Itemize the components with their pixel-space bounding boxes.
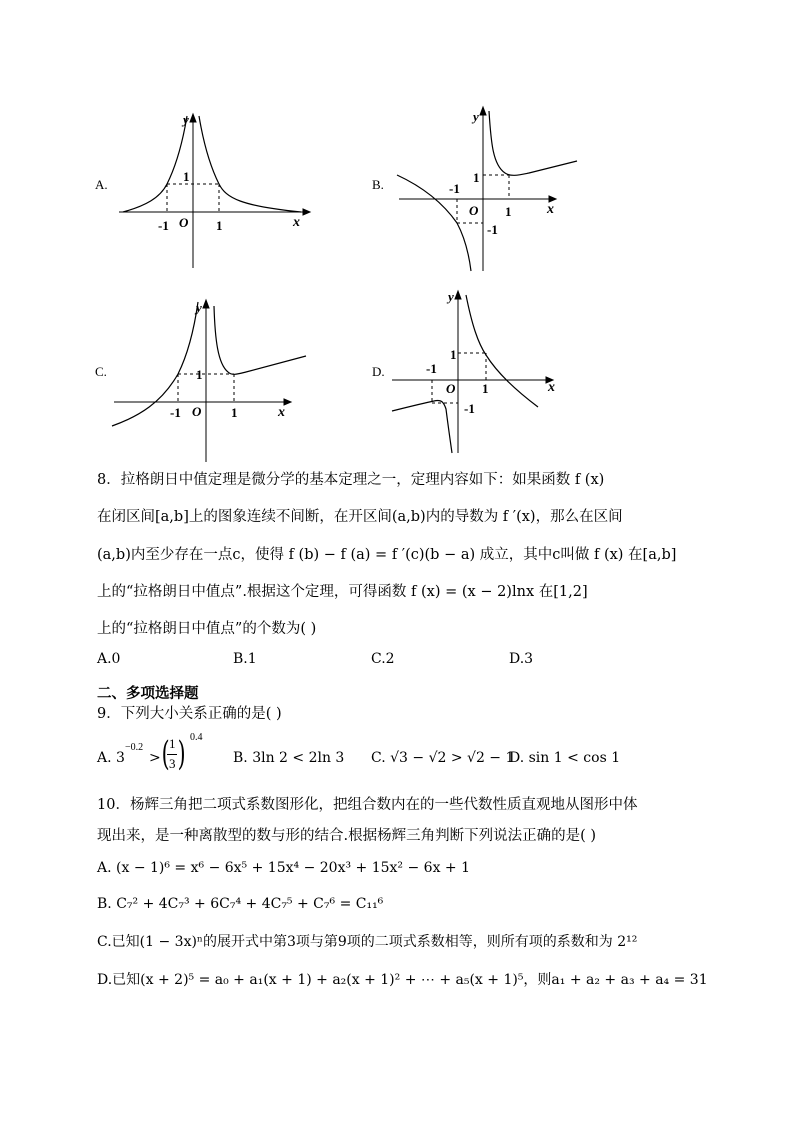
q9-a-base: A. 3 — [97, 750, 125, 766]
graph-b-y-label: y — [473, 109, 479, 124]
q10-line1: 10．杨辉三角把二项式系数图形化，把组合数内在的一些代数性质直观地从图形中体 — [97, 797, 638, 813]
graph-a-y-label: y — [183, 112, 189, 127]
q10-option-a: A. (x − 1)⁶ = x⁶ − 6x⁵ + 15x⁴ − 20x³ + 15x² − 6x + 1 — [97, 860, 470, 876]
graph-d-xtick-neg: -1 — [426, 361, 437, 376]
graph-d-right-branch — [466, 295, 538, 407]
q9-option-a — [97, 732, 232, 782]
q9-a-num: 1 — [169, 736, 176, 751]
q9-a-rparen: ) — [177, 734, 186, 774]
graph-d-xtick-pos: 1 — [482, 381, 489, 396]
graph-c-xtick-pos: 1 — [231, 405, 238, 420]
graph-a-xtick-pos: 1 — [216, 218, 223, 233]
q9-option-d: D. sin 1 < cos 1 — [509, 750, 621, 766]
graph-d-y-label: y — [448, 289, 454, 304]
graph-d-origin: O — [446, 381, 456, 396]
q8-line1: 8．拉格朗日中值定理是微分学的基本定理之一，定理内容如下：如果函数 f (x) — [97, 472, 605, 488]
graph-a — [115, 108, 315, 273]
graph-d-y-arrow — [455, 291, 461, 299]
graph-a-y-arrow — [190, 114, 196, 122]
graph-c-origin: O — [192, 404, 202, 419]
q10-option-c: C.已知(1 − 3x)ⁿ的展开式中第3项与第9项的二项式系数相等，则所有项的系数和为 2¹² — [97, 934, 638, 950]
q9-a-exponent: −0.2 — [125, 742, 144, 753]
graph-a-left-branch — [123, 116, 187, 212]
q8-option-b: B.1 — [233, 651, 257, 667]
graph-b-y-arrow — [480, 107, 486, 115]
graph-c-y-arrow — [203, 300, 209, 308]
graph-d — [388, 285, 568, 460]
q8-option-c: C.2 — [371, 651, 395, 667]
graph-b-xtick-pos: 1 — [505, 204, 512, 219]
q9-a-frac-bar — [167, 754, 177, 755]
q9-a-gt: > — [149, 750, 161, 766]
graph-c-xtick-neg: -1 — [170, 405, 181, 420]
graph-b-x-label: x — [547, 202, 554, 217]
graph-c-right-branch — [214, 306, 306, 374]
q8-option-a: A.0 — [97, 651, 121, 667]
graph-a-label: A. — [95, 177, 108, 192]
section-title: 二、多项选择题 — [97, 685, 199, 702]
q8-line5: 上的“拉格朗日中值点”的个数为( ) — [97, 621, 317, 637]
q9-a-power: 0.4 — [190, 732, 203, 743]
graph-a-origin: O — [179, 215, 189, 230]
graph-b-label: B. — [372, 177, 384, 192]
q10-line2: 现出来，是一种离散型的数与形的结合.根据杨辉三角判断下列说法正确的是( ) — [97, 828, 597, 844]
q10-option-b: B. C₇² + 4C₇³ + 6C₇⁴ + 4C₇⁵ + C₇⁶ = C₁₁⁶ — [97, 896, 384, 912]
graph-c-x-arrow — [284, 399, 291, 405]
graph-a-x-arrow — [303, 209, 310, 215]
graph-b — [393, 103, 583, 273]
graph-c-label: C. — [95, 364, 107, 379]
graph-a-right-branch — [199, 116, 301, 212]
q9-option-c: C. √3 − √2 > √2 − 1 — [371, 750, 515, 766]
q9-a-den: 3 — [169, 756, 176, 771]
graph-d-x-label: x — [548, 380, 555, 395]
graph-b-ytick-neg: -1 — [487, 222, 498, 237]
graph-a-xtick-neg: -1 — [158, 218, 169, 233]
graph-d-left-branch — [392, 400, 452, 453]
q9-option-b: B. 3ln 2 < 2ln 3 — [233, 750, 345, 766]
graph-d-ytick-pos: 1 — [450, 347, 457, 362]
graph-c-x-label: x — [278, 405, 285, 420]
graph-b-ytick-pos: 1 — [473, 170, 480, 185]
graph-a-ytick: 1 — [183, 169, 190, 184]
q8-line3: (a,b)内至少存在一点c，使得 f (b) − f (a) = f ′(c)(b − a) 成立，其中c叫做 f (x) 在[a,b] — [97, 547, 677, 563]
graph-d-label: D. — [372, 364, 385, 379]
graph-b-origin: O — [469, 203, 479, 218]
graph-a-x-label: x — [293, 215, 300, 230]
q8-line4: 上的“拉格朗日中值点”.根据这个定理，可得函数 f (x) = (x − 2)lnx 在[1,2] — [97, 584, 588, 600]
graph-b-right-branch — [489, 111, 577, 175]
graph-c-ytick: 1 — [196, 367, 203, 382]
q8-option-d: D.3 — [509, 651, 534, 667]
graph-c-y-label: y — [196, 300, 202, 315]
q10-option-d: D.已知(x + 2)⁵ = a₀ + a₁(x + 1) + a₂(x + 1)² + ⋯ + a₅(x + 1)⁵，则a₁ + a₂ + a₃ + a₄ = 31 — [97, 972, 708, 988]
graph-d-ytick-neg: -1 — [464, 401, 475, 416]
graph-b-xtick-neg: -1 — [449, 181, 460, 196]
q9-stem: 9．下列大小关系正确的是( ) — [97, 706, 282, 722]
q9-a-lparen: ( — [161, 734, 170, 774]
q8-line2: 在闭区间[a,b]上的图象连续不间断，在开区间(a,b)内的导数为 f ′(x)，那么在区间 — [97, 509, 623, 525]
graph-c-left-branch — [112, 302, 198, 426]
graph-c — [110, 290, 315, 465]
